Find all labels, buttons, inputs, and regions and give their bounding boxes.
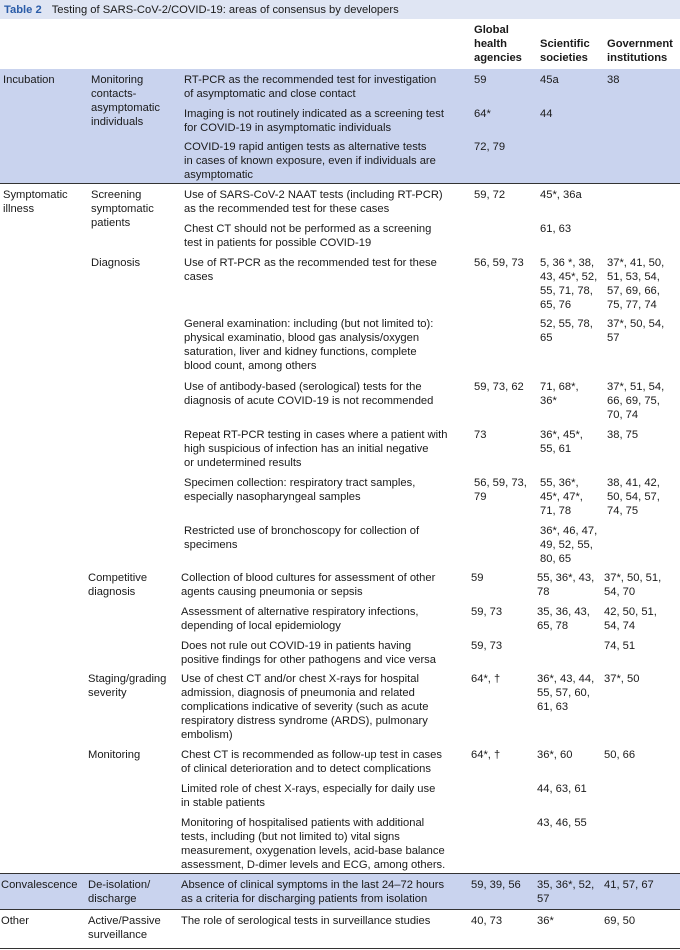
cell-line: 37*, 50, 54, <box>607 318 665 330</box>
cell-line: De-isolation/ <box>88 879 151 891</box>
recommendation-text <box>184 107 444 135</box>
scientific-society-refs <box>537 672 594 714</box>
cell-line: individuals <box>91 116 144 128</box>
subcategory-deisolation <box>88 878 150 906</box>
cell-line: 57, 69, 66, <box>607 285 660 297</box>
scientific-society-refs <box>537 605 590 633</box>
cell-line: 49, 52, 55, <box>540 539 593 551</box>
cell-line: diagnosis <box>88 586 136 598</box>
row-divider <box>0 183 680 184</box>
cell-line: or undetermined results <box>184 457 302 469</box>
cell-line: 64*, † <box>471 749 501 761</box>
cell-line: Monitoring of hospitalised patients with additional <box>181 817 425 829</box>
government-refs <box>604 571 661 599</box>
cell-line: 55, 36*, 43, <box>537 572 595 584</box>
cell-line: Diagnosis <box>91 257 141 269</box>
header-scientific-societies: Scientific societies <box>540 38 590 64</box>
cell-line: 56, 59, 73 <box>474 257 524 269</box>
cell-line: 36*, 46, 47, <box>540 525 598 537</box>
cell-line: embolism) <box>181 729 233 741</box>
cell-line: saturation, liver and kidney functions, complete <box>184 346 417 358</box>
cell-line: Chest CT should not be performed as a screening <box>184 223 432 235</box>
cell-line: Imaging is not routinely indicated as a screening test <box>184 108 444 120</box>
cell-line: 71, 68*, <box>540 381 579 393</box>
subcategory-diagnosis <box>91 256 140 270</box>
cell-line: 50, 66 <box>604 749 636 761</box>
cell-line: 64* <box>474 108 491 120</box>
cell-line: 45*, 36a <box>540 189 582 201</box>
cell-line: cases <box>184 271 214 283</box>
recommendation-text <box>181 639 436 667</box>
cell-line: asymptomatic <box>91 102 161 114</box>
cell-line: severity <box>88 687 127 699</box>
recommendation-text <box>181 748 442 776</box>
cell-line: tests, including (but not limited to) vital signs <box>181 831 400 843</box>
cell-line: Active/Passive <box>88 915 161 927</box>
cell-line: 59, 73 <box>471 606 503 618</box>
cell-line: 56, 59, 73, <box>474 477 527 489</box>
cell-line: Limited role of chest X-rays, especially for daily use <box>181 783 436 795</box>
stage-other <box>1 914 29 928</box>
cell-line: 37*, 50, 51, <box>604 572 662 584</box>
scientific-society-refs <box>537 571 594 599</box>
cell-line: Convalescence <box>1 879 78 891</box>
cell-line: 64*, † <box>471 673 501 685</box>
cell-line: 65, 78 <box>537 620 569 632</box>
scientific-society-refs <box>540 107 552 121</box>
table-title: Testing of SARS-CoV-2/COVID-19: areas of consensus by developers <box>51 3 399 16</box>
stage-symptomatic <box>3 188 68 216</box>
cell-line: 40, 73 <box>471 915 503 927</box>
recommendation-text <box>184 140 436 182</box>
cell-line: Restricted use of bronchoscopy for collection of <box>184 525 420 537</box>
subcategory-screening <box>91 188 154 230</box>
global-health-refs <box>471 878 521 892</box>
cell-line: The role of serological tests in surveillance studies <box>181 915 431 927</box>
scientific-society-refs <box>540 222 571 236</box>
recommendation-text <box>184 188 443 216</box>
government-refs <box>604 639 635 653</box>
scientific-society-refs <box>540 256 597 312</box>
cell-line: 44 <box>540 108 553 120</box>
cell-line: 74, 51 <box>604 640 636 652</box>
global-health-refs <box>474 188 505 202</box>
cell-line: patients <box>91 217 131 229</box>
cell-line: Does not rule out COVID-19 in patients having <box>181 640 412 652</box>
cell-line: Incubation <box>3 74 55 86</box>
cell-line: test in patients for possible COVID-19 <box>184 237 372 249</box>
cell-line: Absence of clinical symptoms in the last 24–72 hours <box>181 879 445 891</box>
cell-line: assessment, D-dimer levels and ECG, among others. <box>181 859 446 871</box>
scientific-society-refs <box>537 816 587 830</box>
cell-line: 59 <box>471 572 484 584</box>
government-refs <box>607 256 664 312</box>
cell-line: 59, 73, 62 <box>474 381 524 393</box>
cell-line: in cases of known exposure, even if individuals are <box>184 155 436 167</box>
government-refs <box>607 73 619 87</box>
cell-line: Screening <box>91 189 142 201</box>
cell-line: Monitoring <box>91 74 144 86</box>
cell-line: complications indicative of severity (such as acute <box>181 701 429 713</box>
cell-line: 51, 53, 54, <box>607 271 660 283</box>
cell-line: admission, diagnosis of pneumonia and related <box>181 687 415 699</box>
cell-line: Symptomatic <box>3 189 68 201</box>
cell-line: specimens <box>184 539 238 551</box>
cell-line: discharge <box>88 893 137 905</box>
cell-line: 54, 70 <box>604 586 636 598</box>
cell-line: 37*, 50 <box>604 673 640 685</box>
cell-line: 73 <box>474 429 487 441</box>
recommendation-text <box>184 256 437 284</box>
scientific-society-refs <box>537 748 572 762</box>
cell-line: high suspicious of infection has an initial negative <box>184 443 429 455</box>
cell-line: 80, 65 <box>540 553 572 565</box>
cell-line: 36* <box>537 915 554 927</box>
global-health-refs <box>471 639 502 653</box>
cell-line: COVID-19 rapid antigen tests as alternative tests <box>184 141 427 153</box>
cell-line: positive findings for other pathogens and vice versa <box>181 654 436 666</box>
cell-line: 37*, 51, 54, <box>607 381 665 393</box>
cell-line: surveillance <box>88 929 148 941</box>
subcategory-monitoring-contacts <box>91 73 160 129</box>
cell-line: RT-PCR as the recommended test for investigation <box>184 74 437 86</box>
table-label: Table 2 <box>4 3 42 16</box>
global-health-refs <box>471 914 502 928</box>
cell-line: measurement, oxygenation levels, acid-base balance <box>181 845 445 857</box>
scientific-society-refs <box>540 188 582 202</box>
recommendation-text <box>181 605 419 633</box>
recommendation-text <box>181 914 430 928</box>
cell-line: Use of antibody-based (serological) tests for the <box>184 381 422 393</box>
cell-line: depending of local epidemiology <box>181 620 341 632</box>
scientific-society-refs <box>537 782 587 796</box>
government-refs <box>604 605 657 633</box>
cell-line: 44, 63, 61 <box>537 783 587 795</box>
cell-line: Repeat RT-PCR testing in cases where a patient with <box>184 429 448 441</box>
cell-line: 59, 39, 56 <box>471 879 521 891</box>
cell-line: as a criteria for discharging patients from isolation <box>181 893 428 905</box>
scientific-society-refs <box>540 380 579 408</box>
cell-line: 52, 55, 78, <box>540 318 593 330</box>
table-header <box>0 19 680 70</box>
cell-line: 43, 46, 55 <box>537 817 587 829</box>
stage-convalescence <box>1 878 78 892</box>
cell-line: Use of RT-PCR as the recommended test for these <box>184 257 437 269</box>
cell-line: 72, 79 <box>474 141 506 153</box>
cell-line: 37*, 41, 50, <box>607 257 665 269</box>
cell-line: Use of SARS-CoV-2 NAAT tests (including RT-PCR) <box>184 189 443 201</box>
cell-line: 66, 69, 75, <box>607 395 660 407</box>
cell-line: 70, 74 <box>607 409 639 421</box>
cell-line: 61, 63 <box>537 701 569 713</box>
cell-line: 50, 54, 57, <box>607 491 660 503</box>
cell-line: contacts- <box>91 88 137 100</box>
cell-line: Assessment of alternative respiratory infections, <box>181 606 419 618</box>
cell-line: 35, 36, 43, <box>537 606 590 618</box>
header-government-institutions: Government institutions <box>607 38 673 64</box>
recommendation-text <box>184 380 433 408</box>
cell-line: 55, 71, 78, <box>540 285 593 297</box>
cell-line: 69, 50 <box>604 915 636 927</box>
cell-line: 5, 36 *, 38, <box>540 257 595 269</box>
row-divider <box>0 909 680 910</box>
cell-line: 57 <box>537 893 550 905</box>
cell-line: illness <box>3 203 35 215</box>
cell-line: 36*, 60 <box>537 749 573 761</box>
scientific-society-refs <box>540 524 597 566</box>
cell-line: 61, 63 <box>540 223 572 235</box>
cell-line: 38 <box>607 74 620 86</box>
cell-line: in stable patients <box>181 797 265 809</box>
scientific-society-refs <box>540 73 559 87</box>
government-refs <box>607 380 664 422</box>
global-health-refs <box>474 428 486 442</box>
cell-line: 57 <box>607 332 620 344</box>
global-health-refs <box>474 107 491 121</box>
header-global-health-agencies: Global health agencies <box>474 24 522 64</box>
recommendation-text <box>184 222 431 250</box>
recommendation-text <box>181 816 445 872</box>
cell-line: 35, 36*, 52, <box>537 879 595 891</box>
cell-line: 65, 76 <box>540 299 572 311</box>
cell-line: 41, 57, 67 <box>604 879 654 891</box>
global-health-refs <box>474 140 505 154</box>
table-caption <box>0 0 680 19</box>
cell-line: Use of chest CT and/or chest X-rays for hospital <box>181 673 419 685</box>
cell-line: 55, 36*, <box>540 477 579 489</box>
government-refs <box>607 428 638 442</box>
government-refs <box>604 748 635 762</box>
subcategory-monitoring <box>88 748 140 762</box>
cell-line: blood count, among others <box>184 360 317 372</box>
cell-line: 79 <box>474 491 487 503</box>
cell-line: of clinical deterioration and to detect complications <box>181 763 431 775</box>
cell-line: 55, 57, 60, <box>537 687 590 699</box>
cell-line: 55, 61 <box>540 443 572 455</box>
stage-incubation <box>3 73 55 87</box>
cell-line: Staging/grading <box>88 673 167 685</box>
cell-line: 74, 75 <box>607 505 639 517</box>
cell-line: Monitoring <box>88 749 141 761</box>
subcategory-surveillance <box>88 914 161 942</box>
cell-line: 75, 77, 74 <box>607 299 657 311</box>
cell-line: Other <box>1 915 29 927</box>
cell-line: Specimen collection: respiratory tract samples, <box>184 477 416 489</box>
recommendation-text <box>181 571 435 599</box>
cell-line: 36* <box>540 395 557 407</box>
cell-line: 59 <box>474 74 487 86</box>
recommendation-text <box>181 672 428 742</box>
scientific-society-refs <box>537 878 594 906</box>
global-health-refs <box>471 605 502 619</box>
government-refs <box>604 914 635 928</box>
cell-line: 71, 78 <box>540 505 572 517</box>
recommendation-text <box>184 428 447 470</box>
row-divider <box>0 948 680 949</box>
scientific-society-refs <box>540 476 583 518</box>
recommendation-text <box>181 878 444 906</box>
cell-line: of asymptomatic and close contact <box>184 88 356 100</box>
cell-line: respiratory distress syndrome (ARDS), pulmonary <box>181 715 428 727</box>
row-divider <box>0 873 680 874</box>
cell-line: 59, 73 <box>471 640 503 652</box>
recommendation-text <box>184 317 433 373</box>
cell-line: symptomatic <box>91 203 154 215</box>
government-refs <box>604 878 654 892</box>
global-health-refs <box>471 748 500 762</box>
cell-line: 45*, 47*, <box>540 491 583 503</box>
scientific-society-refs <box>540 428 583 456</box>
scientific-society-refs <box>537 914 554 928</box>
cell-line: 54, 74 <box>604 620 636 632</box>
cell-line: especially nasopharyngeal samples <box>184 491 361 503</box>
cell-line: 36*, 43, 44, <box>537 673 595 685</box>
global-health-refs <box>474 256 524 270</box>
cell-line: Competitive <box>88 572 148 584</box>
cell-line: as the recommended test for these cases <box>184 203 390 215</box>
recommendation-text <box>184 476 415 504</box>
cell-line: Collection of blood cultures for assessment of other <box>181 572 436 584</box>
global-health-refs <box>474 73 486 87</box>
cell-line: diagnosis of acute COVID-19 is not recommended <box>184 395 434 407</box>
global-health-refs <box>471 672 500 686</box>
recommendation-text <box>184 73 436 101</box>
recommendation-text <box>181 782 435 810</box>
cell-line: agents causing pneumonia or sepsis <box>181 586 363 598</box>
cell-line: 43, 45*, 52, <box>540 271 598 283</box>
government-refs <box>607 476 660 518</box>
subcategory-staging <box>88 672 166 700</box>
cell-line: Chest CT is recommended as follow-up test in cases <box>181 749 442 761</box>
scientific-society-refs <box>540 317 593 345</box>
cell-line: physical examinatio, blood gas analysis/oxygen <box>184 332 420 344</box>
cell-line: 65 <box>540 332 553 344</box>
cell-line: 36*, 45*, <box>540 429 583 441</box>
cell-line: 42, 50, 51, <box>604 606 657 618</box>
global-health-refs <box>471 571 483 585</box>
cell-line: 45a <box>540 74 559 86</box>
subcategory-competitive <box>88 571 147 599</box>
government-refs <box>604 672 639 686</box>
cell-line: asymptomatic <box>184 169 254 181</box>
cell-line: 38, 75 <box>607 429 639 441</box>
global-health-refs <box>474 476 527 504</box>
cell-line: for COVID-19 in asymptomatic individuals <box>184 122 392 134</box>
government-refs <box>607 317 664 345</box>
recommendation-text <box>184 524 419 552</box>
cell-line: 59, 72 <box>474 189 506 201</box>
cell-line: General examination: including (but not limited to): <box>184 318 434 330</box>
global-health-refs <box>474 380 524 394</box>
cell-line: 38, 41, 42, <box>607 477 660 489</box>
cell-line: 78 <box>537 586 550 598</box>
